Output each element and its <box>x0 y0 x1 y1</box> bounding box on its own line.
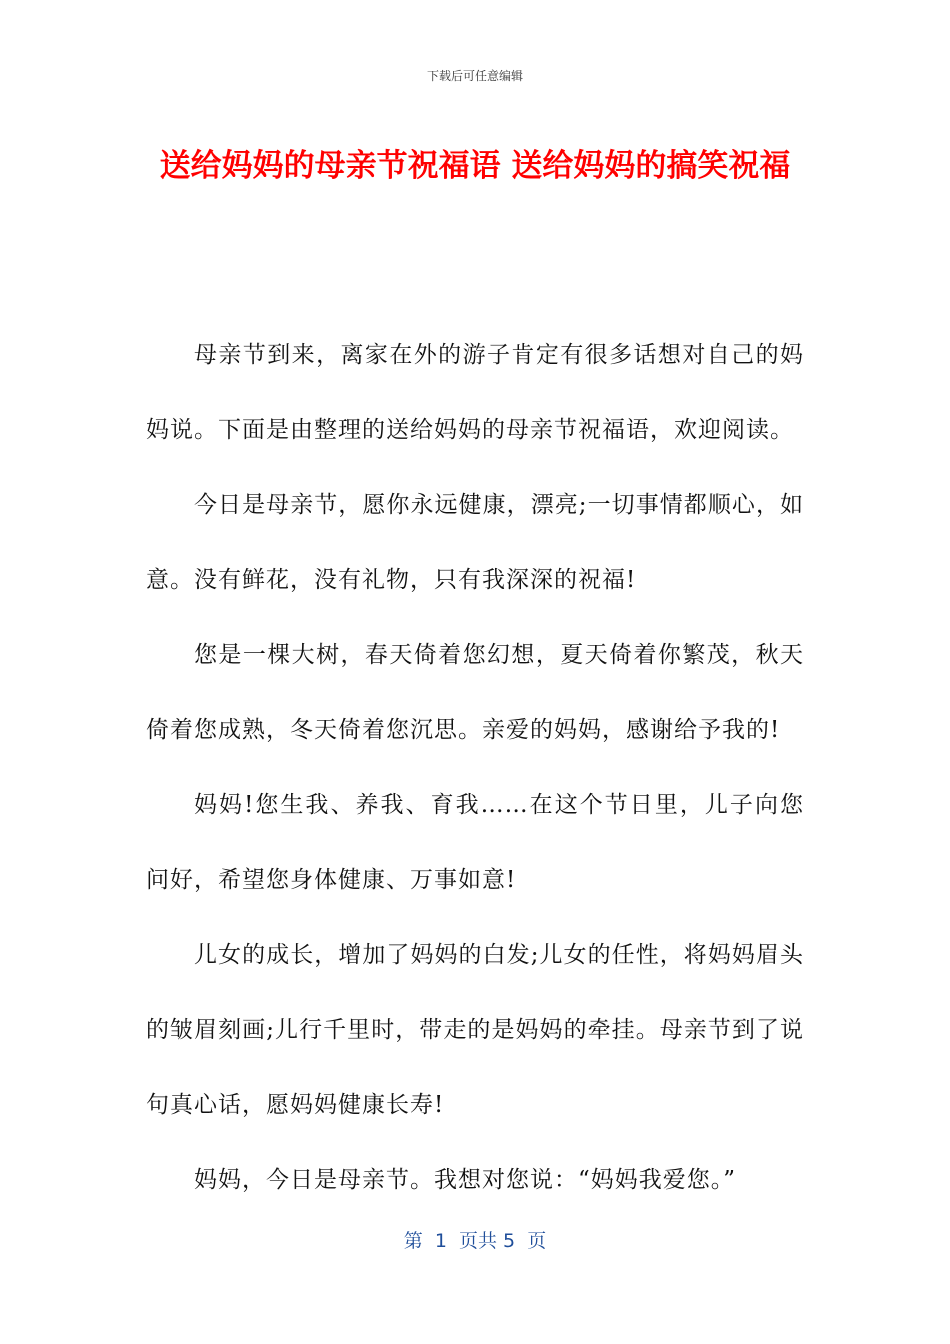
header-note: 下载后可任意编辑 <box>426 69 523 83</box>
paragraph: 妈妈!您生我、养我、育我……在这个节日里，儿子向您问好，希望您身体健康、万事如意! <box>146 792 804 893</box>
paragraph: 妈妈，今日是母亲节。我想对您说：“妈妈我爱您。” <box>194 1167 737 1193</box>
page-number: 第 1 页共 5 页 <box>403 1230 547 1252</box>
document-body <box>146 318 804 1218</box>
document-title: 送给妈妈的母亲节祝福语 送给妈妈的搞笑祝福 <box>159 148 791 184</box>
paragraph: 母亲节到来，离家在外的游子肯定有很多话想对自己的妈妈说。下面是由整理的送给妈妈的母亲节祝福语，欢迎阅读。 <box>146 342 804 443</box>
paragraph: 您是一棵大树，春天倚着您幻想，夏天倚着你繁茂，秋天倚着您成熟，冬天倚着您沉思。亲爱的妈妈，感谢给予我的! <box>146 642 804 743</box>
paragraph: 儿女的成长，增加了妈妈的白发;儿女的任性，将妈妈眉头的皱眉刻画;儿行千里时，带走的是妈妈的牵挂。母亲节到了说句真心话，愿妈妈健康长寿! <box>146 942 804 1118</box>
paragraph: 今日是母亲节，愿你永远健康，漂亮;一切事情都顺心，如意。没有鲜花，没有礼物，只有我深深的祝福! <box>146 492 804 593</box>
